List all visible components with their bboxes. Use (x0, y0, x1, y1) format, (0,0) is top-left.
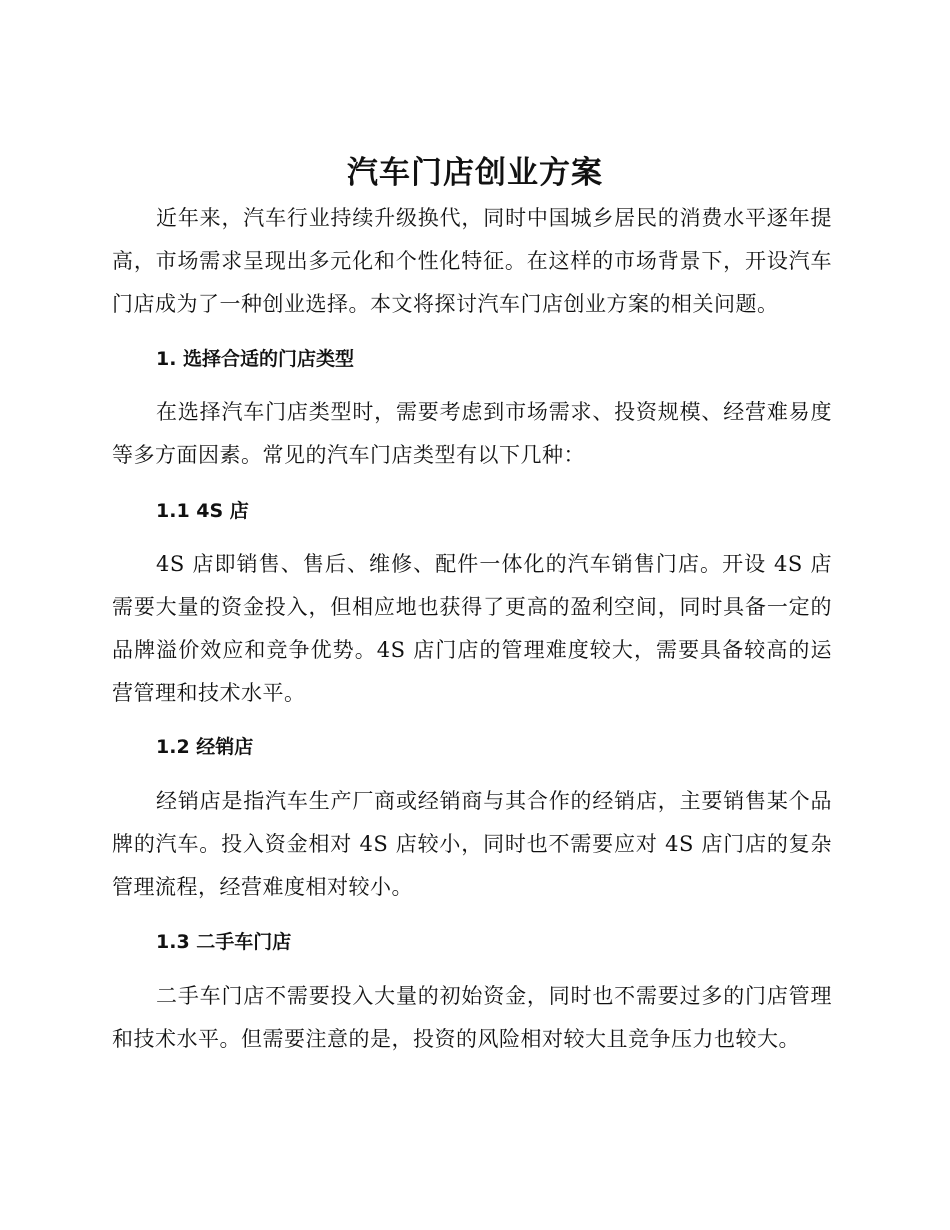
section-1-3-paragraph: 二手车门店不需要投入大量的初始资金，同时也不需要过多的门店管理和技术水平。但需要注意的是，投资的风险相对较大且竞争压力也较大。 (112, 984, 832, 1051)
section-1-2-paragraph: 经销店是指汽车生产厂商或经销商与其合作的经销店，主要销售某个品牌的汽车。投入资金相对 4S 店较小，同时也不需要应对 4S 店门店的复杂管理流程，经营难度相对较小。 (112, 789, 832, 899)
section-heading-1-3: 1.3 二手车门店 (156, 931, 292, 953)
section-1-paragraph: 在选择汽车门店类型时，需要考虑到市场需求、投资规模、经营难易度等多方面因素。常见的汽车门店类型有以下几种： (112, 400, 832, 467)
intro-paragraph: 近年来，汽车行业持续升级换代，同时中国城乡居民的消费水平逐年提高，市场需求呈现出多元化和个性化特征。在这样的市场背景下，开设汽车门店成为了一种创业选择。本文将探讨汽车门店创业方案的相关问题。 (112, 206, 832, 316)
section-heading-1-2: 1.2 经销店 (156, 736, 254, 758)
document-title: 汽车门店创业方案 (347, 155, 603, 191)
section-1-1-paragraph: 4S 店即销售、售后、维修、配件一体化的汽车销售门店。开设 4S 店需要大量的资金投入，但相应地也获得了更高的盈利空间，同时具备一定的品牌溢价效应和竞争优势。4S 店门店的管理难度较大，需要具备较高的运营管理和技术水平。 (112, 552, 832, 705)
section-heading-1: 1. 选择合适的门店类型 (156, 348, 355, 370)
section-heading-1-1: 1.1 4S 店 (156, 500, 249, 522)
